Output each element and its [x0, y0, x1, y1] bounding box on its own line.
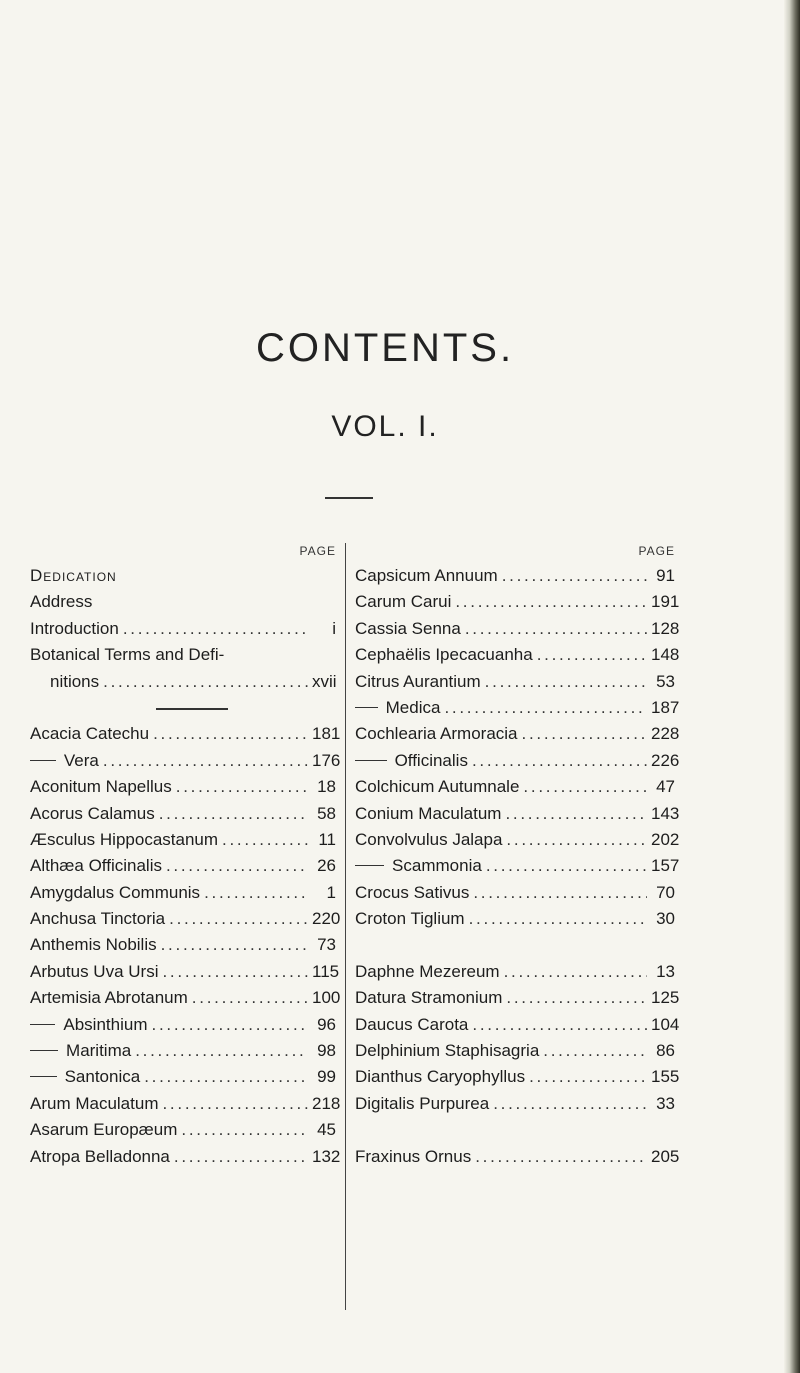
dot-leader — [176, 774, 308, 800]
entry-page-number: 98 — [317, 1041, 336, 1061]
entry-page-number: 128 — [651, 618, 680, 638]
entry-label: Artemisia Abrotanum — [30, 988, 188, 1008]
entry-label: Amygdalus Communis — [30, 882, 201, 902]
entry-label: Asarum Europæum — [30, 1120, 178, 1140]
entry-page-number: 132 — [312, 1146, 341, 1166]
entry-page-number: 53 — [656, 671, 675, 691]
dot-leader — [204, 880, 308, 906]
entry-page-number: 218 — [312, 1093, 341, 1113]
entry-page-number: 13 — [656, 961, 675, 981]
toc-entry — [30, 1144, 341, 1170]
entry-label: Dianthus Caryophyllus — [355, 1067, 526, 1087]
entry-page-number: 99 — [317, 1067, 336, 1087]
toc-entry — [30, 959, 340, 985]
entry-page-number: 228 — [651, 724, 680, 744]
entry-label: Scammonia — [392, 856, 482, 876]
page-column-header: PAGE — [299, 544, 336, 558]
dot-leader — [523, 774, 647, 800]
separator-line — [156, 708, 228, 710]
dot-leader — [504, 959, 647, 985]
toc-entry — [355, 616, 680, 642]
entry-label: Daucus Carota — [355, 1014, 469, 1034]
entry-page-number: 155 — [651, 1067, 680, 1087]
toc-entry — [30, 748, 341, 774]
dot-leader — [153, 721, 308, 747]
toc-entry — [355, 1012, 680, 1038]
dot-leader — [162, 1091, 308, 1117]
entry-page-number: 26 — [317, 856, 336, 876]
entry-label: Carum Carui — [355, 592, 452, 612]
entry-label: Anchusa Tinctoria — [30, 909, 166, 929]
toc-entry — [30, 906, 341, 932]
dot-leader — [486, 853, 647, 879]
toc-entry — [355, 880, 675, 906]
entry-page-number: 47 — [656, 777, 675, 797]
section-gap — [355, 932, 675, 958]
toc-entry — [355, 1144, 680, 1170]
toc-entry — [30, 642, 336, 668]
entry-label: Acorus Calamus — [30, 803, 155, 823]
entry-label: Delphinium Staphisagria — [355, 1041, 540, 1061]
entry-label: Cassia Senna — [355, 618, 461, 638]
toc-entry — [355, 563, 675, 589]
toc-entry — [30, 1038, 336, 1064]
toc-entry — [355, 1038, 675, 1064]
entry-label: Dedication — [30, 566, 117, 585]
toc-entry — [30, 669, 336, 695]
dot-leader — [506, 985, 647, 1011]
column-divider — [345, 543, 346, 1310]
dot-leader — [475, 1144, 647, 1170]
dot-leader — [161, 932, 308, 958]
dot-leader — [103, 669, 308, 695]
toc-entry — [355, 642, 680, 668]
dot-leader — [493, 1091, 647, 1117]
ditto-dash — [30, 1024, 55, 1025]
toc-entry — [355, 959, 675, 985]
entry-label: Conium Maculatum — [355, 803, 502, 823]
entry-label: Crocus Sativus — [355, 882, 470, 902]
entry-page-number: 45 — [317, 1120, 336, 1140]
entry-label: Althæa Officinalis — [30, 856, 162, 876]
entry-label: Æsculus Hippocastanum — [30, 829, 219, 849]
entry-page-number: xvii — [312, 671, 337, 691]
volume-heading: VOL. I. — [331, 410, 439, 443]
toc-entry — [30, 563, 336, 589]
right-column — [355, 540, 680, 1170]
toc-entry — [355, 827, 680, 853]
entry-page-number: 148 — [651, 645, 680, 665]
dot-leader — [455, 589, 647, 615]
entry-page-number: 115 — [312, 961, 340, 981]
dot-leader — [166, 853, 308, 879]
toc-entry — [30, 721, 341, 747]
entry-label: Address — [30, 592, 93, 612]
dot-leader — [162, 959, 308, 985]
entry-label: Arbutus Uva Ursi — [30, 961, 159, 981]
entry-page-number: 1 — [326, 882, 336, 902]
entry-page-number: 11 — [318, 829, 336, 849]
entry-page-number: 125 — [651, 988, 680, 1008]
entry-page-number: 181 — [312, 724, 341, 744]
entry-page-number: 157 — [651, 856, 680, 876]
toc-entry — [355, 774, 675, 800]
section-separator — [30, 695, 336, 721]
dot-leader — [485, 669, 647, 695]
title-rule — [325, 497, 373, 499]
dot-leader — [181, 1117, 308, 1143]
entry-label: Santonica — [64, 1067, 141, 1087]
toc-entry — [30, 1117, 336, 1143]
ditto-dash — [30, 1050, 58, 1051]
ditto-dash — [355, 760, 387, 761]
dot-leader — [444, 695, 647, 721]
entry-label: Cephaëlis Ipecacuanha — [355, 645, 533, 665]
entry-label: Atropa Belladonna — [30, 1146, 170, 1166]
ditto-dash — [30, 760, 56, 761]
entry-label: Digitalis Purpurea — [355, 1093, 490, 1113]
entry-label: Colchicum Autumnale — [355, 777, 520, 797]
dot-leader — [222, 827, 308, 853]
entry-page-number: 96 — [317, 1014, 336, 1034]
entry-page-number: 202 — [651, 829, 680, 849]
toc-entry — [30, 985, 341, 1011]
entry-label: Fraxinus Ornus — [355, 1146, 472, 1166]
entry-label: Officinalis — [394, 750, 468, 770]
entry-page-number: 205 — [651, 1146, 680, 1166]
entry-label: Aconitum Napellus — [30, 777, 172, 797]
entry-label: Maritima — [66, 1041, 132, 1061]
entry-page-number: 226 — [651, 750, 680, 770]
toc-entry — [30, 932, 336, 958]
toc-entry — [30, 1012, 336, 1038]
dot-leader — [506, 827, 647, 853]
entry-label: Convolvulus Jalapa — [355, 829, 503, 849]
toc-entry — [30, 1064, 336, 1090]
entry-page-number: 191 — [651, 592, 680, 612]
dot-leader — [472, 748, 647, 774]
left-column — [30, 540, 341, 1170]
entry-label: Citrus Aurantium — [355, 671, 481, 691]
section-gap — [355, 1117, 675, 1143]
entry-page-number: 73 — [317, 935, 336, 955]
right-entry-list — [355, 563, 680, 1170]
left-entry-list — [30, 563, 341, 1170]
entry-label: Capsicum Annuum — [355, 566, 498, 585]
toc-entry — [30, 1091, 341, 1117]
entry-label: Botanical Terms and Defi- — [30, 645, 225, 665]
entry-page-number: 100 — [312, 988, 341, 1008]
toc-entry — [30, 589, 336, 615]
entry-page-number: 104 — [651, 1014, 680, 1034]
entry-page-number: i — [332, 618, 336, 638]
entry-label: Introduction — [30, 618, 119, 638]
dot-leader — [505, 801, 647, 827]
toc-entry — [355, 853, 680, 879]
page-column-header: PAGE — [638, 544, 675, 558]
entry-label: Datura Stramonium — [355, 988, 503, 1008]
dot-leader — [502, 563, 647, 589]
entry-page-number: 187 — [651, 697, 680, 717]
toc-entry — [355, 695, 680, 721]
dot-leader — [174, 1144, 308, 1170]
dot-leader — [159, 801, 308, 827]
entry-page-number: 143 — [651, 803, 680, 823]
toc-entry — [30, 880, 336, 906]
toc-entry — [355, 801, 680, 827]
toc-entry — [355, 1064, 680, 1090]
entry-label: Absinthium — [63, 1014, 148, 1034]
ditto-dash — [355, 707, 378, 708]
dot-leader — [169, 906, 308, 932]
entry-label: Anthemis Nobilis — [30, 935, 157, 955]
dot-leader — [152, 1012, 309, 1038]
toc-entry — [30, 827, 336, 853]
dot-leader — [103, 748, 308, 774]
entry-page-number: 30 — [656, 909, 675, 929]
entry-page-number: 58 — [317, 803, 336, 823]
entry-label: Arum Maculatum — [30, 1093, 159, 1113]
entry-label: Daphne Mezereum — [355, 961, 500, 981]
entry-label: Medica — [385, 697, 441, 717]
toc-entry — [30, 801, 336, 827]
dot-leader — [469, 906, 647, 932]
page-edge-shadow — [784, 0, 800, 1373]
toc-entry — [355, 1091, 675, 1117]
entry-page-number: 18 — [317, 777, 336, 797]
toc-entry — [355, 589, 680, 615]
toc-entry — [30, 774, 336, 800]
toc-entry — [30, 853, 336, 879]
contents-title: CONTENTS. — [255, 326, 515, 370]
entry-label: Acacia Catechu — [30, 724, 150, 744]
entry-page-number: 33 — [656, 1093, 675, 1113]
toc-entry — [355, 669, 675, 695]
entry-page-number: 70 — [656, 882, 675, 902]
toc-entry — [30, 616, 336, 642]
toc-entry — [355, 748, 680, 774]
dot-leader — [192, 985, 308, 1011]
entry-page-number: 220 — [312, 909, 341, 929]
entry-page-number: 176 — [312, 750, 341, 770]
ditto-dash — [355, 865, 384, 866]
toc-entry — [355, 906, 675, 932]
dot-leader — [472, 1012, 647, 1038]
dot-leader — [465, 616, 647, 642]
dot-leader — [529, 1064, 647, 1090]
dot-leader — [144, 1064, 308, 1090]
dot-leader — [543, 1038, 647, 1064]
entry-label: Croton Tiglium — [355, 909, 465, 929]
toc-entry — [355, 985, 680, 1011]
dot-leader — [537, 642, 647, 668]
toc-entry — [355, 721, 680, 747]
dot-leader — [135, 1038, 308, 1064]
dot-leader — [522, 721, 647, 747]
entry-label: nitions — [50, 671, 100, 691]
dot-leader — [123, 616, 308, 642]
entry-page-number: 91 — [656, 566, 675, 585]
ditto-dash — [30, 1076, 57, 1077]
entry-label: Vera — [63, 750, 99, 770]
dot-leader — [473, 880, 647, 906]
entry-label: Cochlearia Armoracia — [355, 724, 518, 744]
entry-page-number: 86 — [656, 1041, 675, 1061]
